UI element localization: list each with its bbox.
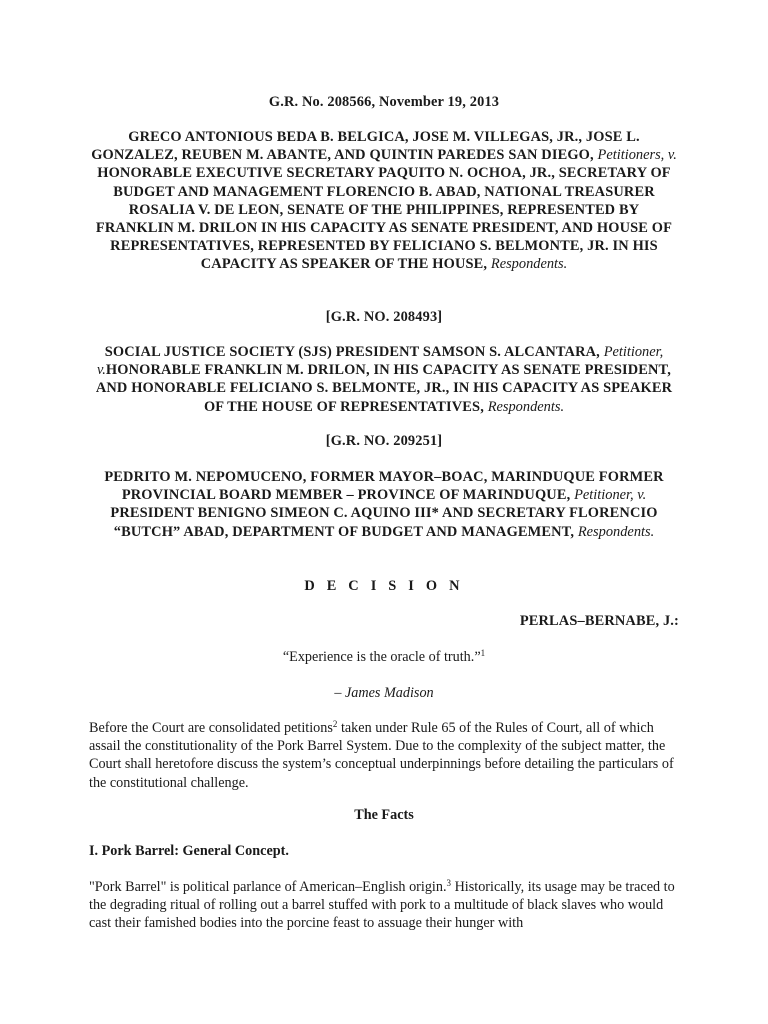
section-text-start: "Pork Barrel" is political parlance of American–English origin. <box>89 879 447 895</box>
intro-paragraph <box>89 719 679 792</box>
respondents-role: Respondents. <box>577 523 655 540</box>
section-heading: I. Pork Barrel: General Concept. <box>89 843 289 859</box>
petitioner-name: PEDRITO M. NEPOMUCENO, FORMER MAYOR–BOAC, MARINDUQUE FORMER PROVINCIAL BOARD MEMBER – PROVINCE OF MARINDUQUE, <box>104 469 664 504</box>
respondents-role: Respondents. <box>487 398 565 415</box>
footnote-ref[interactable]: 2 <box>332 719 338 729</box>
case-caption-208493 <box>89 343 679 416</box>
respondents-role: Respondents. <box>490 256 568 273</box>
intro-text-start: Before the Court are consolidated petitions <box>89 720 333 736</box>
petitioner-name: SOCIAL JUSTICE SOCIETY (SJS) PRESIDENT SAMSON S. ALCANTARA, <box>104 344 600 360</box>
intro-text-end: taken under Rule 65 of the Rules of Court, all of which assail the constitutionality of the Pork Barrel System. Due to the complexity of the subject matter, the Court shall heretofore discuss the system’s conceptual underpinnings before detailing the particulars of the constitutional challenge. <box>89 720 674 791</box>
epigraph-quote <box>89 648 679 666</box>
respondents-names: PRESIDENT BENIGNO SIMEON C. AQUINO III* AND SECRETARY FLORENCIO “BUTCH” ABAD, DEPARTMENT OF BUDGET AND MANAGEMENT, <box>110 505 658 540</box>
respondents-names: HONORABLE EXECUTIVE SECRETARY PAQUITO N. OCHOA, JR., SECRETARY OF BUDGET AND MANAGEMENT FLORENCIO B. ABAD, NATIONAL TREASURER ROSALIA V. DE LEON, SENATE OF THE PHILIPPINES, REPRESENTED BY FRANKLIN M. DRILON IN HIS CAPACITY AS SENATE PRESIDENT, AND HOUSE OF REPRESENTATIVES, REPRESENTED BY FELICIANO S. BELMONTE, JR. IN HIS CAPACITY AS SPEAKER OF THE HOUSE, <box>95 165 673 273</box>
footnote-ref[interactable]: 3 <box>446 878 452 888</box>
petitioners-role: Petitioners, v. <box>597 147 677 164</box>
case-caption-209251 <box>89 468 679 541</box>
footnote-ref[interactable]: 1 <box>480 648 486 658</box>
facts-heading: The Facts <box>354 807 414 823</box>
petitioner-role: Petitioner, v. <box>96 344 664 379</box>
epigraph-attribution: – James Madison <box>334 685 434 701</box>
decision-heading: D E C I S I O N <box>304 578 464 594</box>
gr-number-208493: [G.R. NO. 208493] <box>325 309 443 325</box>
ponente: PERLAS–BERNABE, J.: <box>519 613 679 629</box>
petitioners-names: GRECO ANTONIOUS BEDA B. BELGICA, JOSE M. VILLEGAS, JR., JOSE L. GONZALEZ, REUBEN M. ABANTE, AND QUINTIN PAREDES SAN DIEGO, <box>91 129 640 164</box>
petitioner-role: Petitioner, v. <box>574 487 647 504</box>
epigraph-text: “Experience is the oracle of truth.” <box>282 649 481 665</box>
case-caption-208566 <box>89 128 679 274</box>
section-paragraph <box>89 878 679 933</box>
gr-number-heading: G.R. No. 208566, November 19, 2013 <box>268 94 500 110</box>
section-text-end: Historically, its usage may be traced to the degrading ritual of rolling out a barrel stuffed with pork to a multitude of black slaves who would cast their famished bodies into the porcine feast to assuage their hunger with <box>89 879 675 932</box>
gr-number-209251: [G.R. NO. 209251] <box>325 433 443 449</box>
respondents-names: HONORABLE FRANKLIN M. DRILON, IN HIS CAPACITY AS SENATE PRESIDENT, AND HONORABLE FELICIANO S. BELMONTE, JR., IN HIS CAPACITY AS SPEAKER OF THE HOUSE OF REPRESENTATIVES, <box>95 362 673 415</box>
